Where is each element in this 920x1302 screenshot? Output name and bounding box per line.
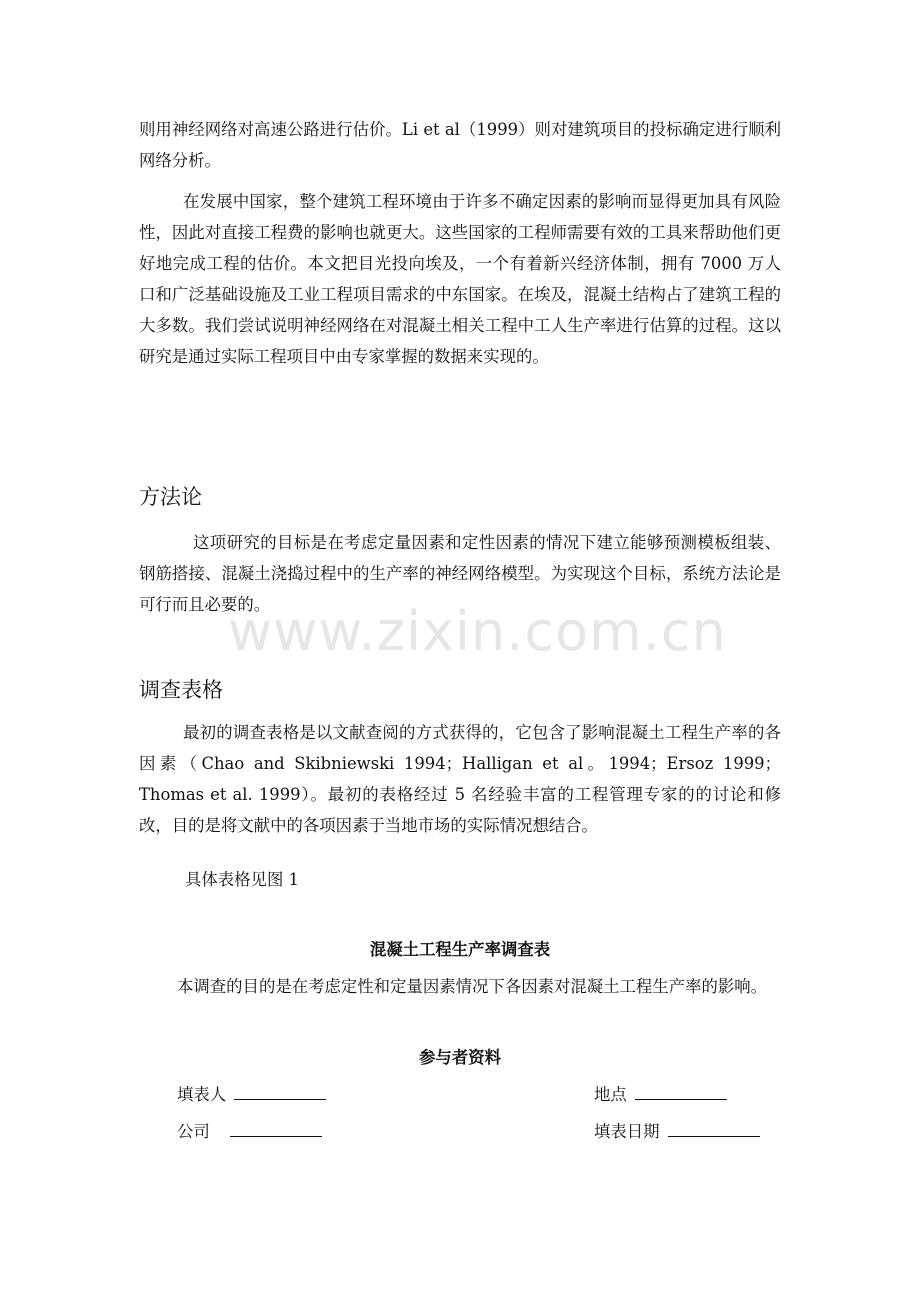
- methodology-heading: 方法论: [139, 485, 202, 509]
- location-field: [594, 1083, 727, 1107]
- company-field: [177, 1120, 322, 1144]
- survey-paragraph: 最初的调查表格是以文献查阅的方式获得的，它包含了影响混凝土工程生产率的各因素（Chao and Skibniewski 1994；Halligan et al。1994；Ersoz 1999；Thomas et al. 1999）。最初的表格经过 5 名经验丰富的工程管理专家的的讨论和修改，目的是将文献中的各项因素于当地市场的实际情况想结合。: [139, 723, 781, 835]
- survey-heading: 调查表格: [139, 678, 223, 702]
- watermark-text: www.zixin.com.cn: [228, 600, 727, 663]
- date-label: 填表日期: [594, 1122, 660, 1141]
- date-blank[interactable]: [668, 1120, 760, 1137]
- form-purpose: 本调查的目的是在考虑定性和定量因素情况下各因素对混凝土工程生产率的影响。: [177, 977, 768, 996]
- company-label: 公司: [177, 1122, 210, 1141]
- company-blank[interactable]: [230, 1120, 322, 1137]
- intro-paragraph-2: 在发展中国家，整个建筑工程环境由于许多不确定因素的影响而显得更加具有风险性，因此对直接工程费的影响也就更大。这些国家的工程师需要有效的工具来帮助他们更好地完成工程的估价。本文把目光投向埃及，一个有着新兴经济体制，拥有 7000 万人口和广泛基础设施及工业工程项目需求的中东国家。在埃及，混凝土结构占了建筑工程的大多数。我们尝试说明神经网络在对混凝土相关工程中工人生产率进行估算的过程。这以研究是通过实际工程项目中由专家掌握的数据来实现的。: [139, 192, 781, 366]
- form-title: 混凝土工程生产率调查表: [369, 940, 551, 959]
- location-label: 地点: [594, 1085, 627, 1104]
- date-field: [594, 1120, 760, 1144]
- figure-reference: 具体表格见图 1: [185, 870, 299, 889]
- filler-field: [177, 1083, 326, 1107]
- filler-blank[interactable]: [234, 1083, 326, 1100]
- participant-section-title: 参与者资料: [419, 1048, 501, 1067]
- location-blank[interactable]: [635, 1083, 727, 1100]
- intro-paragraph-1: 则用神经网络对高速公路进行估价。Li et al（1999）则对建筑项目的投标确定进行顺利网络分析。: [139, 120, 781, 170]
- methodology-paragraph: 这项研究的目标是在考虑定量因素和定性因素的情况下建立能够预测模板组装、钢筋搭接、混凝土浇捣过程中的生产率的神经网络模型。为实现这个目标，系统方法论是可行而且必要的。: [139, 533, 781, 614]
- filler-label: 填表人: [177, 1085, 227, 1104]
